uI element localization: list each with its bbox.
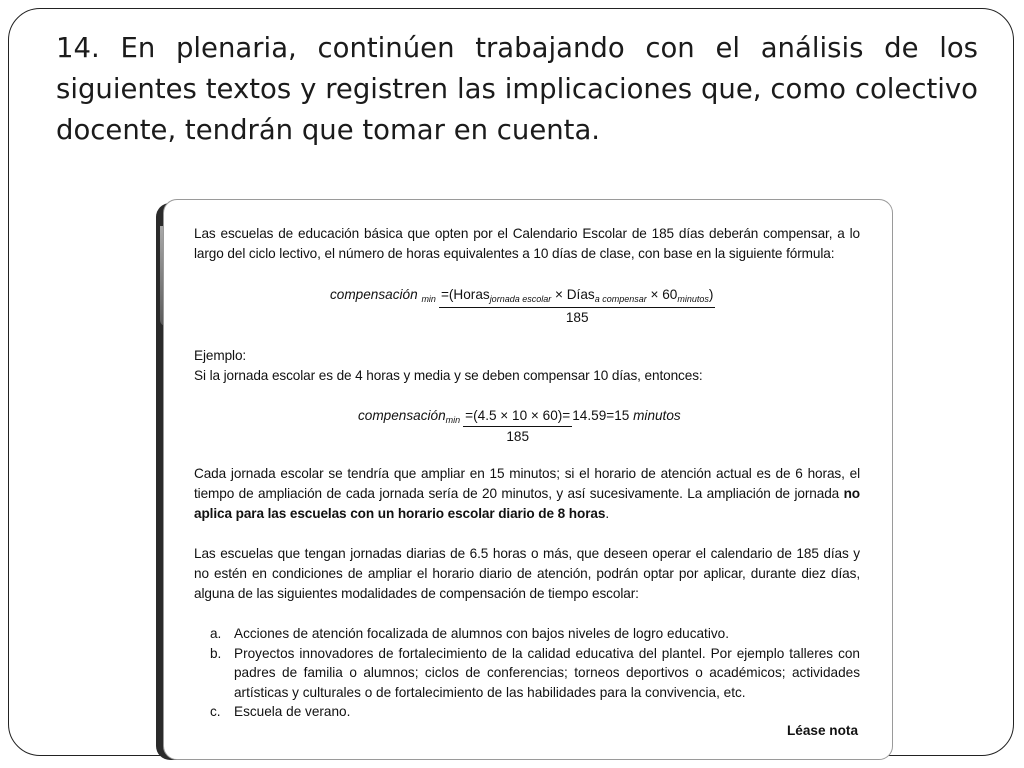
intro-paragraph: Las escuelas de educación básica que opten por el Calendario Escolar de 185 días deberán compensar, a lo largo del ciclo lectivo, el número de horas equivalentes a 10 días de clase, con base en la siguiente fórmula:	[194, 226, 860, 261]
modalities-list	[210, 624, 860, 722]
read-note-label: Léase nota	[786, 723, 858, 738]
extension-exception: no aplica para las escuelas con un horario escolar diario de 8 horas	[194, 486, 860, 521]
example-formula-fraction	[463, 406, 572, 444]
list-item: c. Escuela de verano.	[210, 704, 351, 719]
example-formula-lhs: compensación$_{min}$	[358, 408, 461, 425]
slide-heading: 14. En plenaria, continúen trabajando con el análisis de los siguientes textos y registren las implicaciones que, como colectivo docente, tendrán que tomar en cuenta.	[56, 32, 978, 146]
extension-paragraph: Cada jornada escolar se tendría que ampliar en 15 minutos; si el horario de atención actual es de 6 horas, el tiempo de ampliación de cada jornada sería de 20 minutos, y así sucesivamente. La ampliación de jornada no aplica para las escuelas con un horario escolar diario de 8 horas.	[194, 466, 860, 521]
example-formula-numerator: =(4.5 × 10 × 60)=	[463, 406, 572, 427]
list-item: a. Acciones de atención focalizada de alumnos con bajos niveles de logro educativo.	[210, 626, 729, 641]
formula-lhs: compensación $_{min}$	[330, 287, 436, 304]
document-excerpt	[163, 199, 893, 760]
modalities-paragraph: Las escuelas que tengan jornadas diarias de 6.5 horas o más, que deseen operar el calendario de 185 días y no estén en condiciones de ampliar el horario diario de atención, podrán optar por aplicar, durante diez días, alguna de las siguientes modalidades de compensación de tiempo escolar:	[194, 546, 860, 601]
formula-denominator: 185	[565, 310, 589, 325]
example-formula	[358, 406, 681, 444]
formula-fraction	[439, 285, 715, 325]
compensation-formula	[330, 285, 715, 325]
example-formula-result: 14.59=15 minutos	[572, 408, 681, 423]
example-paragraph: Ejemplo: Si la jornada escolar es de 4 horas y media y se deben compensar 10 días, entonces:	[194, 348, 703, 383]
formula-numerator: =(Horas$_{jornada escolar}$ × Días$_{a compensar}$ × $60_{minutos}$)	[439, 285, 715, 308]
example-formula-denominator: 185	[506, 429, 530, 444]
list-item: b. Proyectos innovadores de fortalecimiento de la calidad educativa del plantel. Por ejemplo talleres con padres de familia o alumnos; ciclos de conferencias; torneos deportivos o académicos; actividades artísticas y culturales o de fortalecimiento de las habilidades para la convivencia, etc.	[210, 645, 860, 700]
